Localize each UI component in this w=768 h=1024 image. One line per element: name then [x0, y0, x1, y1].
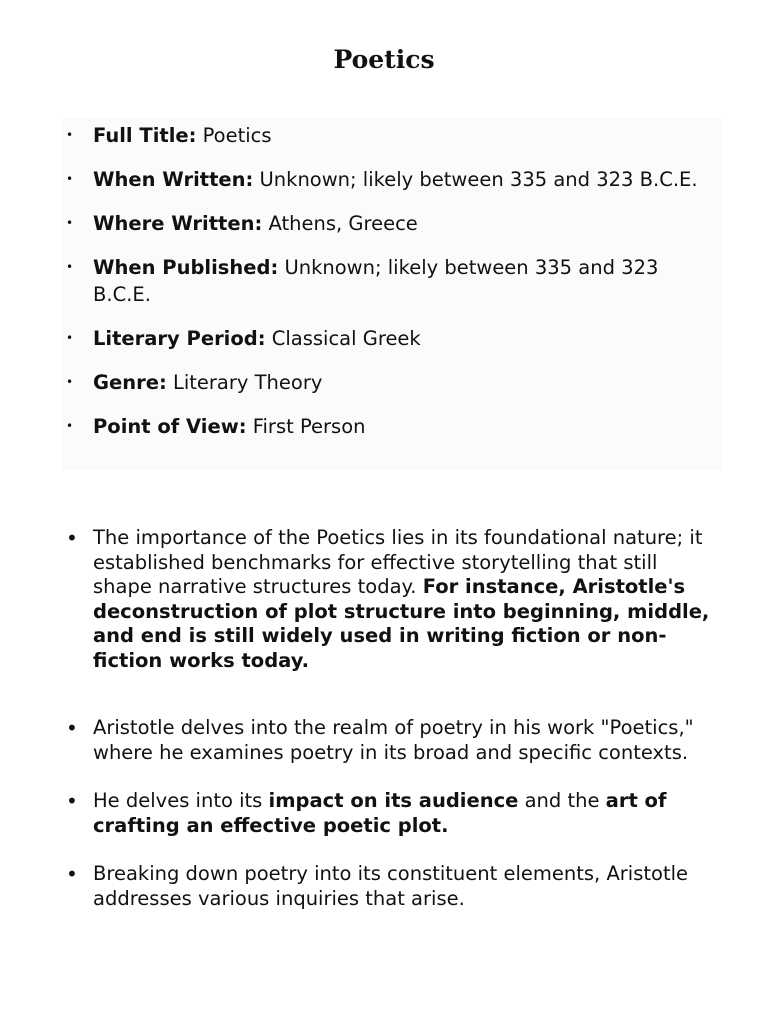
key-facts-list [62, 122, 702, 457]
fact-label: Where Written: [93, 212, 263, 235]
fact-item-where-written [62, 210, 702, 237]
importance-paragraph [62, 526, 722, 673]
document-title: Poetics [333, 45, 435, 74]
bullet-icon: • [66, 331, 74, 345]
bullet-icon: • [66, 260, 74, 274]
impact-bold-a: impact on its audience [268, 789, 519, 812]
fact-label: When Written: [93, 168, 254, 191]
fact-item-genre [62, 369, 702, 396]
impact-bold-b: art of crafting an effective poetic plot. [93, 789, 667, 837]
fact-item-full-title [62, 122, 702, 149]
fact-label: When Published: [93, 256, 279, 279]
summary-intro-text: Aristotle delves into the realm of poetry in his work "Poetics," where he examines poetry in its broad and specific contexts. [93, 716, 694, 764]
impact-text-b: and the [524, 789, 600, 812]
elements-text: Breaking down poetry into its constituent elements, Aristotle addresses various inquiries that arise. [93, 862, 689, 910]
summary-list [62, 716, 722, 911]
fact-label: Point of View: [93, 415, 247, 438]
fact-value: Unknown; likely between 335 and 323 B.C.E. [259, 168, 698, 191]
impact-text-a: He delves into its [93, 789, 263, 812]
bullet-icon: • [66, 375, 74, 389]
fact-item-point-of-view [62, 413, 702, 440]
bullet-icon: • [66, 172, 74, 186]
bullet-icon: • [66, 128, 74, 142]
bullet-icon: • [66, 419, 74, 433]
fact-value: Poetics [202, 124, 272, 147]
summary-paragraph-impact [62, 789, 722, 838]
fact-item-when-published [62, 254, 702, 308]
fact-item-when-written [62, 166, 702, 193]
summary-paragraph-intro [62, 716, 722, 765]
fact-item-literary-period [62, 325, 702, 352]
bullet-icon: • [66, 862, 78, 886]
fact-label: Genre: [93, 371, 167, 394]
importance-text: The importance of the Poetics lies in its foundational nature; it established benchmarks for effective storytelling that still shape narrative structures today. [93, 526, 703, 598]
fact-value: Literary Theory [172, 371, 323, 394]
importance-example-text: For instance, Aristotle's deconstruction of plot structure into beginning, middle, and end is still widely used in writing fiction or non-fiction works today. [93, 575, 710, 672]
importance-list [62, 526, 722, 673]
fact-value: Unknown; likely between 335 and 323 B.C.E. [93, 256, 659, 306]
fact-value: Athens, Greece [268, 212, 418, 235]
bullet-icon: • [66, 526, 78, 550]
bullet-icon: • [66, 216, 74, 230]
fact-label: Literary Period: [93, 327, 266, 350]
bullet-icon: • [66, 716, 78, 740]
fact-value: Classical Greek [271, 327, 421, 350]
summary-paragraph-elements [62, 862, 722, 911]
fact-value: First Person [252, 415, 366, 438]
bullet-icon: • [66, 789, 78, 813]
fact-label: Full Title: [93, 124, 197, 147]
